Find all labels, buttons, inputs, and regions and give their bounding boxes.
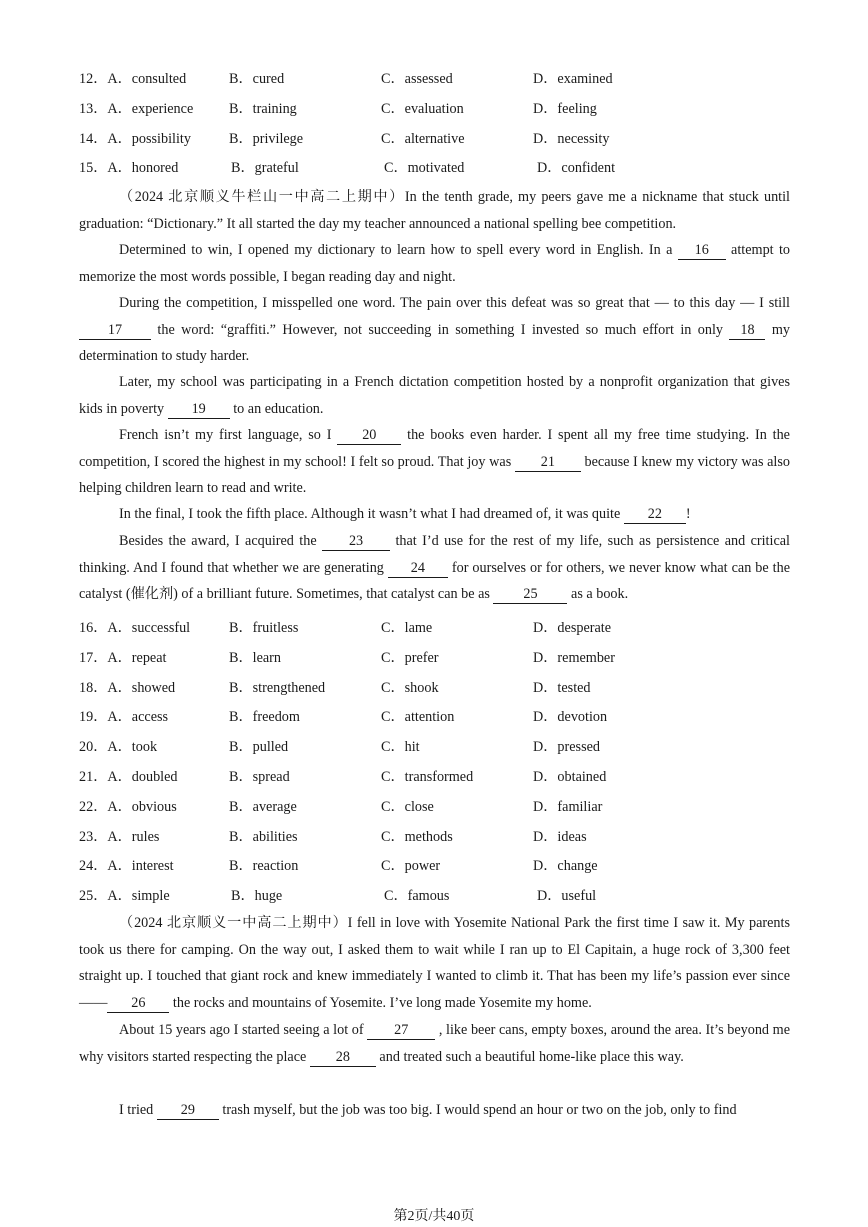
option-d: D．desperate [533,620,611,636]
page-footer: 第2页/共40页 [393,1209,475,1224]
option-row [79,826,799,856]
option-b: B．spread [229,768,290,785]
blank-21[interactable]: 21 [515,453,581,472]
option-c: C．transformed [381,768,474,785]
option-b: B．cured [229,71,285,87]
option-num-a: 18．A．showed [79,679,176,696]
option-b: B．abilities [229,828,298,845]
option-row [79,796,799,826]
option-d: D．feeling [533,100,597,117]
option-row [79,98,799,128]
option-d: D．useful [537,888,597,905]
option-row [79,677,799,707]
option-row [79,128,799,158]
passage-text: trash myself, but the job was too big. I would spend an hour or two on the job, only to find [218,1102,737,1118]
option-row [79,766,799,796]
blank-25[interactable]: 25 [493,585,567,604]
option-d: D．familiar [533,798,603,815]
passage1-para7 [79,528,790,608]
blank-18[interactable]: 18 [729,321,765,340]
option-c: C．power [381,858,441,875]
option-d: D．remember [533,649,615,666]
option-c: C．lame [381,620,433,636]
blank-27[interactable]: 27 [367,1021,435,1040]
passage2-para3 [79,1097,790,1123]
passage-text: French isn’t my first language, so I [119,427,338,443]
option-num-a: 17．A．repeat [79,649,167,666]
option-c: C．methods [381,828,453,845]
passage-text: （2024 北京顺义一中高二上期中）I fell in love with Yosemite National Park the first time I saw it. My parents took us there for camping. On the way out, I asked them to wait while I ran up to El Capitain, a huge rock of 3,300 feet straight up. I touched that giant rock and knew immediately I wanted to climb it. That has been my life’s passion ever since —— [79,915,790,1011]
passage-text: to an education. [229,400,324,417]
blank-26[interactable]: 26 [107,994,169,1013]
option-c: C．shook [381,679,439,696]
passage-text: , like beer cans, empty boxes, around the area. It’s beyond me why visitors started respecting the place [79,1022,790,1065]
option-num-a: 22．A．obvious [79,798,177,815]
option-c: C．close [381,798,434,815]
blank-16[interactable]: 16 [678,241,726,260]
option-d: D．necessity [533,130,610,147]
option-num-a: 21．A．doubled [79,768,178,785]
passage1-para3 [79,290,790,370]
option-b: B．fruitless [229,620,299,636]
option-row [79,855,799,885]
option-num-a: 19．A．access [79,709,169,726]
option-b: B．privilege [229,130,304,147]
option-row [79,157,799,187]
option-c: C．assessed [381,71,453,87]
option-b: B．grateful [231,160,299,177]
option-d: D．confident [537,160,616,177]
passage-text: my determination to study harder. [79,321,790,364]
passage-text: ! [685,506,691,522]
passage-text: and treated such a beautiful home-like place this way. [375,1048,684,1065]
blank-28[interactable]: 28 [310,1048,376,1067]
option-num-a: 20．A．took [79,739,158,756]
blank-19[interactable]: 19 [168,400,230,419]
option-num-a: 15．A．honored [79,160,179,177]
passage-text: attempt to memorize the most words possible, I began reading day and night. [79,242,790,285]
passage-text: as a book. [567,586,629,602]
option-row [79,647,799,677]
option-c: C．famous [384,888,450,905]
passage2-para1 [79,910,790,1016]
passage-text: In the final, I took the fifth place. Although it wasn’t what I had dreamed of, it was quite [119,506,624,522]
option-num-a: 13．A．experience [79,100,194,117]
option-d: D．examined [533,71,613,87]
passage-text: for ourselves or for others, we never know what can be the catalyst (催化剂) of a brilliant future. Sometimes, that catalyst can be as [79,559,790,602]
options-mid [79,617,799,915]
option-d: D．ideas [533,828,587,845]
option-num-a: 14．A．possibility [79,130,191,147]
option-c: C．alternative [381,130,465,147]
passage-text: that I’d use for the rest of my life, such as persistence and critical thinking. And I found that whether we are generating [79,533,790,576]
option-num-a: 16．A．successful [79,620,191,636]
blank-22[interactable]: 22 [624,505,686,524]
option-b: B．training [229,100,297,117]
option-row [79,617,799,647]
blank-24[interactable]: 24 [388,559,448,578]
passage-text: Besides the award, I acquired the [119,533,323,549]
option-b: B．average [229,798,297,815]
passage-text: During the competition, I misspelled one word. The pain over this defeat was so great that — to this day — I still [119,295,790,311]
option-num-a: 24．A．interest [79,858,174,875]
option-c: C．motivated [384,160,465,177]
passage-text: the rocks and mountains of Yosemite. I’ve long made Yosemite my home. [169,994,592,1011]
passage-text: I tried [119,1102,157,1118]
option-d: D．change [533,858,598,875]
passage2-para2 [79,1017,790,1070]
passage-text: the books even harder. I spent all my free time studying. In the competition, I scored the highest in my school! I felt so proud. That joy was [79,427,790,470]
option-d: D．tested [533,679,591,696]
passage1-para4 [79,369,790,422]
option-c: C．attention [381,709,455,726]
option-d: D．devotion [533,709,608,726]
option-c: C．evaluation [381,100,464,117]
passage-text: Later, my school was participating in a French dictation competition hosted by a nonprofit organization that gives kids in poverty [79,374,790,417]
passage-text: because I knew my victory was also helping children learn to read and write. [79,453,790,496]
option-row [79,736,799,766]
option-num-a: 25．A．simple [79,888,170,905]
option-num-a: 23．A．rules [79,828,160,845]
passage-text: （2024 北京顺义牛栏山一中高二上期中）In the tenth grade, my peers gave me a nickname that stuck until graduation: “Dictionary.” It all started the day my teacher announced a national spelling bee competition. [79,189,790,232]
option-c: C．prefer [381,649,439,666]
passage-text: About 15 years ago I started seeing a lot of [119,1022,368,1038]
option-b: B．freedom [229,709,300,726]
blank-17[interactable]: 17 [79,321,151,340]
passage-text: Determined to win, I opened my dictionary to learn how to spell every word in English. In a [119,242,678,258]
option-b: B．huge [231,888,283,905]
passage1-para1 [79,184,790,237]
option-c: C．hit [381,739,420,756]
option-num-a: 12．A．consulted [79,71,187,87]
option-d: D．pressed [533,739,600,756]
option-row [79,68,799,98]
blank-23[interactable]: 23 [322,532,390,551]
passage-text: the word: “graffiti.” However, not succeeding in something I invested so much effort in only [151,321,730,338]
passage1-para2 [79,237,790,290]
option-b: B．reaction [229,858,299,875]
blank-20[interactable]: 20 [337,426,401,445]
passage1-para6 [79,501,790,528]
option-d: D．obtained [533,768,607,785]
option-b: B．strengthened [229,679,326,696]
option-b: B．pulled [229,739,289,756]
option-row [79,706,799,736]
blank-29[interactable]: 29 [157,1101,219,1120]
option-b: B．learn [229,649,282,666]
passage1-para5 [79,422,790,502]
options-top [79,68,799,187]
